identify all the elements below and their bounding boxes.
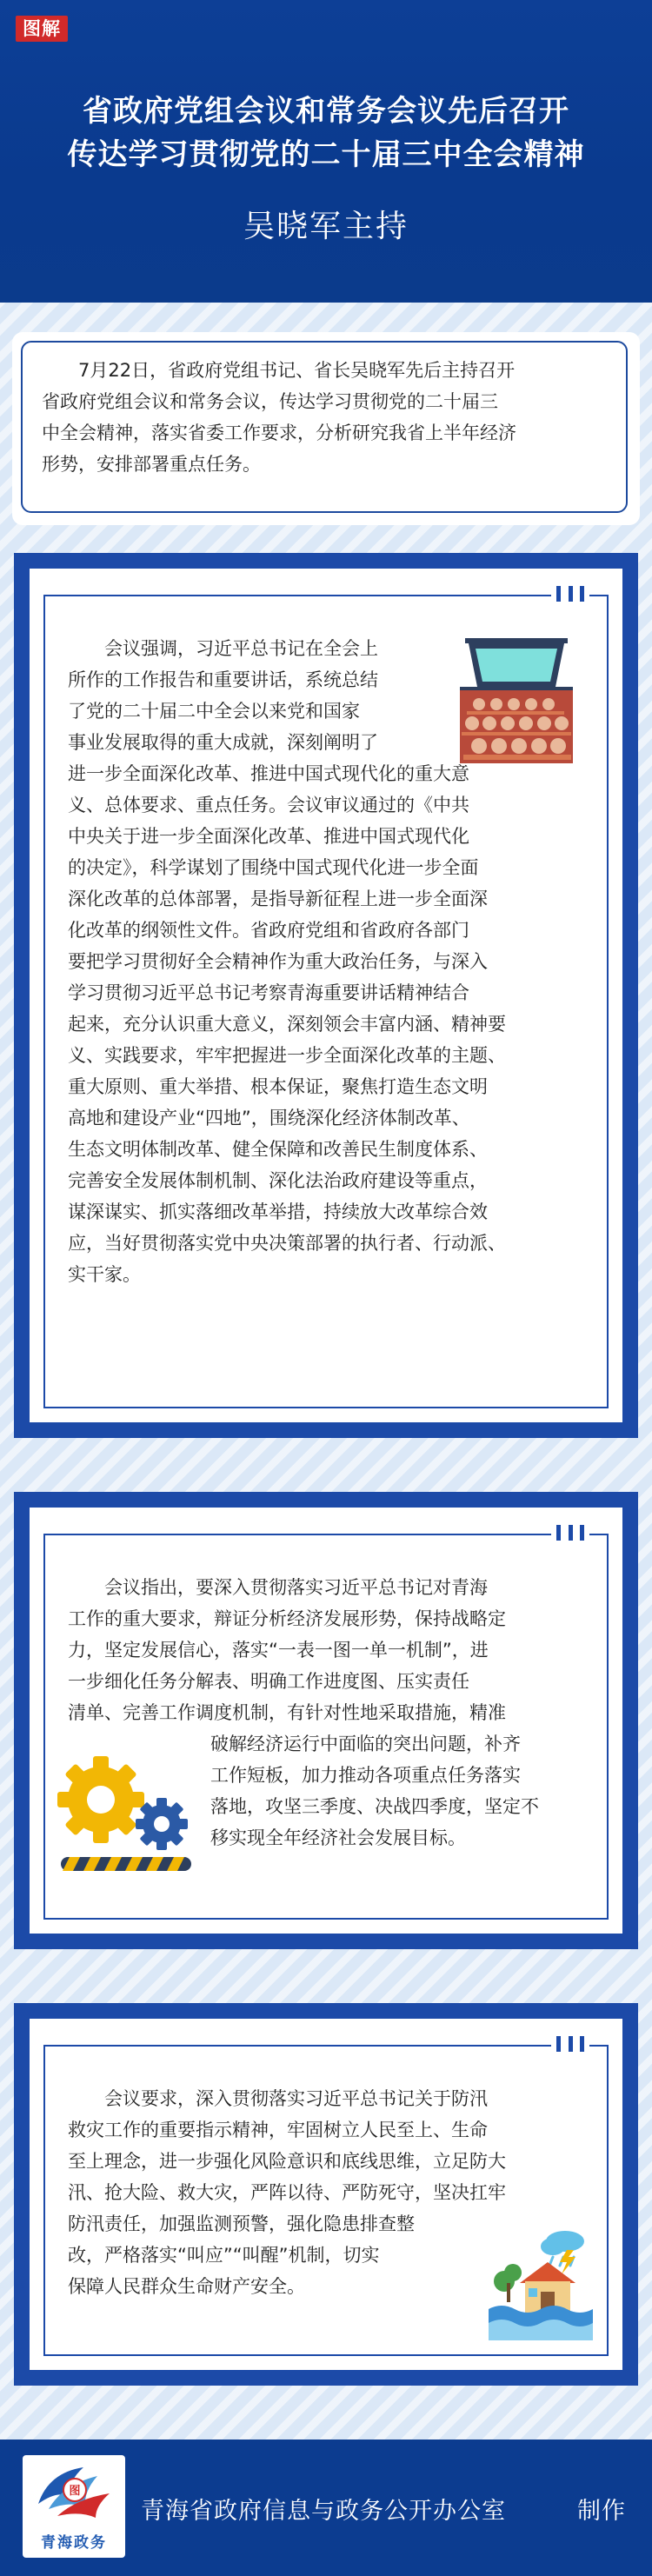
section-1-line: 的决定》，科学谋划了围绕中国式现代化进一步全面 bbox=[68, 857, 479, 878]
section-1-line: 学习贯彻习近平总书记考察青海重要讲话精神结合 bbox=[68, 982, 469, 1003]
section-1-line: 要把学习贯彻好全会精神作为重大政治任务，与深入 bbox=[68, 951, 488, 972]
section-1-line: 起来，充分认识重大意义，深刻领会丰富内涵、精神要 bbox=[68, 1014, 506, 1035]
section-card-1 bbox=[14, 553, 638, 1438]
intro-box bbox=[12, 332, 640, 525]
header-banner bbox=[0, 0, 652, 303]
section-3-line: 救灾工作的重要指示精神，牢固树立人民至上、生命 bbox=[68, 2120, 488, 2140]
section-3-line: 保障人民群众生命财产安全。 bbox=[68, 2276, 305, 2297]
section-2-line: 会议指出，要深入贯彻落实习近平总书记对青海 bbox=[104, 1577, 488, 1598]
section-1-line: 中央关于进一步全面深化改革、推进中国式现代化 bbox=[68, 826, 469, 847]
section-1-line: 义、总体要求、重点任务。会议审议通过的《中共 bbox=[68, 795, 469, 815]
section-1-line: 完善安全发展体制机制、深化法治政府建设等重点， bbox=[68, 1170, 488, 1191]
section-3-text bbox=[68, 2083, 586, 2302]
section-1-line: 了党的二十届二中全会以来党和国家 bbox=[68, 701, 360, 722]
section-2-line: 一步细化任务分解表、明确工作进度图、压实责任 bbox=[68, 1671, 469, 1692]
footer-made-by: 制作 bbox=[577, 2498, 626, 2525]
section-3-line: 汛、抢大险、救大灾，严阵以待、严防死守，坚决扛牢 bbox=[68, 2182, 506, 2203]
section-1-line: 高地和建设产业“四地”，围绕深化经济体制改革、 bbox=[68, 1108, 470, 1128]
section-1-line: 深化改革的总体部署，是指导新征程上进一步全面深 bbox=[68, 889, 488, 909]
section-2-line: 移实现全年经济社会发展目标。 bbox=[210, 1827, 466, 1848]
qinghai-gov-logo-icon bbox=[23, 2455, 125, 2558]
intro-line: 形势，安排部署重点任务。 bbox=[42, 454, 261, 475]
section-3-line: 至上理念，进一步强化风险意识和底线思维，立足防大 bbox=[68, 2151, 506, 2172]
section-1-line: 化改革的纲领性文件。省政府党组和省政府各部门 bbox=[68, 920, 469, 941]
decorative-bars bbox=[551, 586, 589, 602]
section-2-line: 落地，攻坚三季度、决战四季度，坚定不 bbox=[210, 1796, 539, 1817]
intro-line: 省政府党组会议和常务会议，传达学习贯彻党的二十届三 bbox=[42, 391, 498, 412]
section-1-line: 实干家。 bbox=[68, 1264, 141, 1285]
section-1-line: 生态文明体制改革、健全保障和改善民生制度体系、 bbox=[68, 1139, 488, 1160]
section-1-line: 进一步全面深化改革、推进中国式现代化的重大意 bbox=[68, 763, 469, 784]
intro-line: 中全会精神，落实省委工作要求，分析研究我省上半年经济 bbox=[42, 423, 516, 443]
section-2-line: 力，坚定发展信心，落实“一表一图一单一机制”，进 bbox=[68, 1640, 489, 1661]
section-1-line: 义、实践要求，牢牢把握进一步全面深化改革的主题、 bbox=[68, 1045, 506, 1066]
section-2-text bbox=[68, 1572, 586, 1854]
section-card-2 bbox=[14, 1492, 638, 1949]
logo-text: 青海政务 bbox=[41, 2534, 107, 2552]
logo-badge: 图 bbox=[69, 2485, 81, 2498]
section-card-3 bbox=[14, 2003, 638, 2386]
section-1-line: 谋深谋实、抓实落细改革举措，持续放大改革综合效 bbox=[68, 1201, 488, 1222]
decorative-bars bbox=[551, 2036, 589, 2052]
section-1-line: 应，当好贯彻落实党中央决策部署的执行者、行动派、 bbox=[68, 1233, 506, 1254]
title-line-2: 传达学习贯彻党的二十届三中全会精神 bbox=[67, 137, 585, 172]
footer-organization: 青海省政府信息与政务公开办公室 bbox=[141, 2498, 506, 2525]
decorative-bars bbox=[551, 1525, 589, 1541]
section-3-line: 防汛责任，加强监测预警，强化隐患排查整 bbox=[68, 2213, 415, 2234]
section-3-line: 会议要求，深入贯彻落实习近平总书记关于防汛 bbox=[104, 2088, 488, 2109]
section-1-line: 所作的工作报告和重要讲话，系统总结 bbox=[68, 669, 378, 690]
subtitle: 吴晓军主持 bbox=[243, 209, 409, 244]
section-1-line: 会议强调，习近平总书记在全会上 bbox=[104, 638, 378, 659]
infographic-tag: 图解 bbox=[16, 16, 68, 42]
section-2-line: 工作短板，加力推动各项重点任务落实 bbox=[210, 1765, 521, 1786]
section-2-line: 工作的重大要求，辩证分析经济发展形势，保持战略定 bbox=[68, 1608, 506, 1629]
title-line-1: 省政府党组会议和常务会议先后召开 bbox=[83, 94, 569, 129]
footer bbox=[0, 2440, 652, 2576]
section-1-line: 事业发展取得的重大成就，深刻阐明了 bbox=[68, 732, 378, 753]
section-1-line: 重大原则、重大举措、根本保证，聚焦打造生态文明 bbox=[68, 1076, 488, 1097]
section-1-text bbox=[68, 633, 586, 1290]
section-3-line: 改，严格落实“叫应”“叫醒”机制，切实 bbox=[68, 2245, 380, 2266]
section-2-line: 破解经济运行中面临的突出问题，补齐 bbox=[210, 1734, 521, 1754]
intro-text bbox=[21, 341, 628, 513]
intro-line: 7月22日，省政府党组书记、省长吴晓军先后主持召开 bbox=[78, 360, 516, 381]
section-2-line: 清单、完善工作调度机制，有针对性地采取措施，精准 bbox=[68, 1702, 506, 1723]
